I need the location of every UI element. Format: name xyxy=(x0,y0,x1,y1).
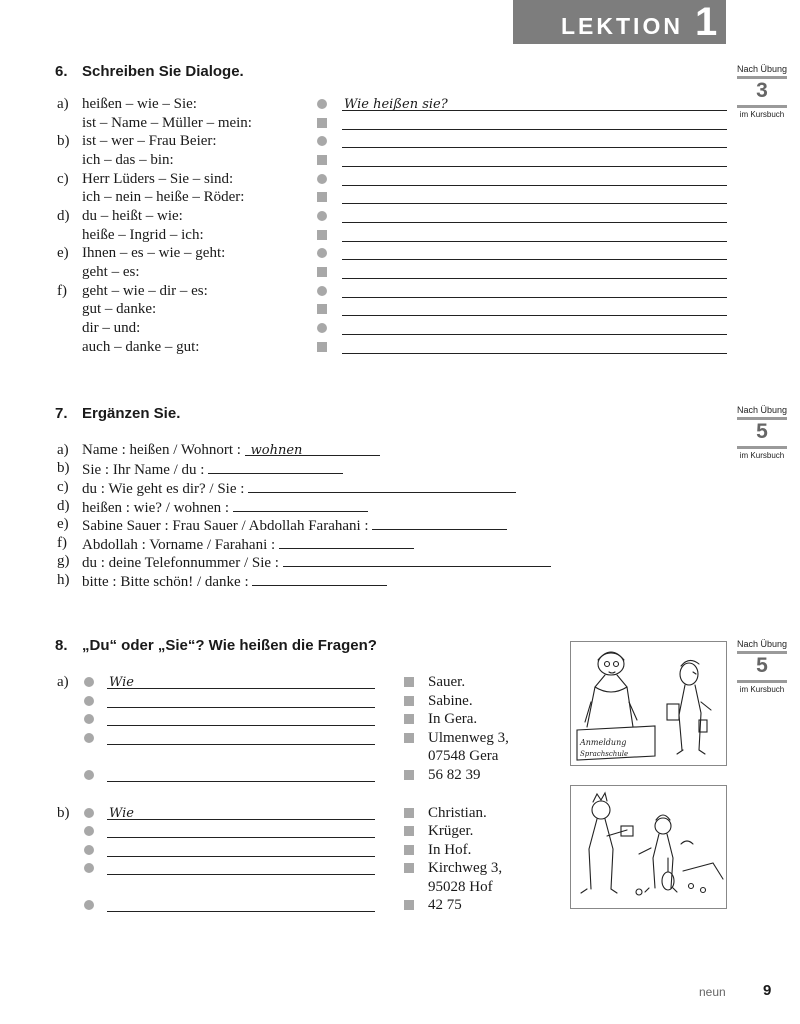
row-prompt: ich – das – bin: xyxy=(82,152,174,168)
reference-number: 5 xyxy=(756,420,768,443)
row-prompt: auch – danke – gut: xyxy=(82,339,200,355)
response-text: 07548 Gera xyxy=(428,748,499,764)
answer-line[interactable] xyxy=(342,188,727,204)
exercise-6-reference xyxy=(737,64,787,119)
row-label: b) xyxy=(57,805,70,821)
speaker-circle-icon xyxy=(84,826,94,836)
speaker-square-icon xyxy=(317,118,327,128)
row-prompt: Sabine Sauer : Frau Sauer / Abdollah Farahani : xyxy=(82,518,369,534)
row-prompt: heiße – Ingrid – ich: xyxy=(82,227,204,243)
row-prompt: ich – nein – heiße – Röder: xyxy=(82,189,245,205)
speaker-circle-icon xyxy=(84,845,94,855)
exercise-8-heading xyxy=(55,637,377,654)
speaker-circle-icon xyxy=(84,770,94,780)
speaker-square-icon xyxy=(404,808,414,818)
speaker-circle-icon xyxy=(317,323,327,333)
row-prompt: bitte : Bitte schön! / danke : xyxy=(82,574,249,590)
reference-number: 5 xyxy=(756,654,768,677)
question-blank[interactable] xyxy=(107,896,375,912)
answer-line[interactable] xyxy=(342,170,727,186)
speaker-square-icon xyxy=(404,733,414,743)
exercise-7-reference xyxy=(737,405,787,460)
response-text: In Gera. xyxy=(428,711,478,727)
response-text: Sabine. xyxy=(428,693,473,709)
response-text: In Hof. xyxy=(428,842,472,858)
speaker-square-icon xyxy=(317,230,327,240)
row-prompt: gut – danke: xyxy=(82,301,157,317)
speaker-circle-icon xyxy=(84,677,94,687)
speaker-circle-icon xyxy=(84,863,94,873)
question-blank[interactable] xyxy=(107,729,375,745)
question-blank[interactable] xyxy=(107,673,375,689)
reference-top: Nach Übung xyxy=(737,639,788,649)
speaker-circle-icon xyxy=(317,211,327,221)
row-prompt: ist – Name – Müller – mein: xyxy=(82,115,252,131)
speaker-circle-icon xyxy=(317,286,327,296)
row-label: c) xyxy=(57,479,69,495)
row-label: f) xyxy=(57,283,67,299)
answer-line[interactable] xyxy=(342,114,727,130)
question-blank[interactable] xyxy=(107,822,375,838)
row-label: g) xyxy=(57,553,70,569)
row-label: h) xyxy=(57,572,70,588)
answer-line[interactable] xyxy=(342,226,727,242)
response-text: Kirchweg 3, xyxy=(428,860,503,876)
answer-line[interactable] xyxy=(342,300,727,316)
response-text: 56 82 39 xyxy=(428,767,481,783)
row-label: b) xyxy=(57,460,70,476)
reference-bottom: im Kursbuch xyxy=(739,451,785,460)
speaker-square-icon xyxy=(404,826,414,836)
handwritten-answer: Wie heißen sie? xyxy=(344,97,448,112)
question-blank[interactable] xyxy=(107,841,375,857)
exercise-number: 6. xyxy=(55,63,68,80)
response-text: Christian. xyxy=(428,805,487,821)
row-label: d) xyxy=(57,498,70,514)
speaker-square-icon xyxy=(404,845,414,855)
speaker-circle-icon xyxy=(317,136,327,146)
answer-blank[interactable] xyxy=(279,534,414,549)
answer-line[interactable] xyxy=(342,132,727,148)
exercise-title: „Du“ oder „Sie“? Wie heißen die Fragen? xyxy=(82,637,377,654)
speaker-circle-icon xyxy=(84,900,94,910)
row-prompt: dir – und: xyxy=(82,320,141,336)
answer-line[interactable] xyxy=(342,244,727,260)
question-blank[interactable] xyxy=(107,859,375,875)
answer-line[interactable] xyxy=(342,338,727,354)
lektion-banner xyxy=(513,0,726,44)
exercise-number: 7. xyxy=(55,405,68,422)
speaker-circle-icon xyxy=(317,248,327,258)
answer-line[interactable] xyxy=(342,95,727,111)
exercise-8-reference xyxy=(737,639,787,694)
exercise-7-heading xyxy=(55,405,180,422)
row-label: b) xyxy=(57,133,70,149)
illustration-registration xyxy=(570,641,727,766)
handwritten-answer: wohnen xyxy=(250,443,303,458)
row-label: a) xyxy=(57,442,69,458)
response-text: Ulmenweg 3, xyxy=(428,730,509,746)
response-text: 42 75 xyxy=(428,897,462,913)
question-blank[interactable] xyxy=(107,804,375,820)
speaker-square-icon xyxy=(404,677,414,687)
answer-blank[interactable] xyxy=(248,478,516,493)
row-prompt: Sie : Ihr Name / du : xyxy=(82,462,205,478)
answer-blank[interactable] xyxy=(208,459,343,474)
speaker-circle-icon xyxy=(317,174,327,184)
row-prompt: du – heißt – wie: xyxy=(82,208,183,224)
speaker-square-icon xyxy=(317,155,327,165)
answer-blank[interactable] xyxy=(245,441,380,456)
question-blank[interactable] xyxy=(107,766,375,782)
question-blank[interactable] xyxy=(107,692,375,708)
speaker-circle-icon xyxy=(317,99,327,109)
speaker-square-icon xyxy=(404,714,414,724)
answer-line[interactable] xyxy=(342,151,727,167)
registration-scene-icon xyxy=(571,642,726,765)
tennis-scene-icon xyxy=(571,786,726,908)
lektion-number: 1 xyxy=(695,0,718,44)
row-label: e) xyxy=(57,516,69,532)
row-prompt: Name : heißen / Wohnort : xyxy=(82,442,241,458)
answer-blank[interactable] xyxy=(372,515,507,530)
answer-line[interactable] xyxy=(342,319,727,335)
exercise-title: Ergänzen Sie. xyxy=(82,405,181,422)
answer-line[interactable] xyxy=(342,282,727,298)
sign-text-line2: Sprachschule xyxy=(580,750,629,758)
reference-top: Nach Übung xyxy=(737,64,788,74)
row-label: d) xyxy=(57,208,70,224)
speaker-square-icon xyxy=(317,192,327,202)
row-prompt: heißen – wie – Sie: xyxy=(82,96,197,112)
speaker-square-icon xyxy=(404,863,414,873)
exercise-6-heading xyxy=(55,63,244,80)
response-text: Krüger. xyxy=(428,823,474,839)
speaker-circle-icon xyxy=(84,696,94,706)
speaker-square-icon xyxy=(317,304,327,314)
row-label: a) xyxy=(57,96,69,112)
illustration-tennis xyxy=(570,785,727,909)
row-prompt: heißen : wie? / wohnen : xyxy=(82,500,230,516)
speaker-circle-icon xyxy=(84,714,94,724)
reference-top: Nach Übung xyxy=(737,405,788,415)
row-prompt: Abdollah : Vorname / Farahani : xyxy=(82,537,276,553)
speaker-square-icon xyxy=(317,342,327,352)
reference-number: 3 xyxy=(756,79,768,102)
row-prompt: geht – wie – dir – es: xyxy=(82,283,208,299)
footer-page-word: neun xyxy=(699,985,726,999)
row-prompt: Herr Lüders – Sie – sind: xyxy=(82,171,234,187)
row-prompt: du : deine Telefonnummer / Sie : xyxy=(82,555,279,571)
speaker-circle-icon xyxy=(84,808,94,818)
response-text: 95028 Hof xyxy=(428,879,493,895)
exercise-number: 8. xyxy=(55,637,68,654)
footer-page-number: 9 xyxy=(763,982,772,999)
speaker-square-icon xyxy=(317,267,327,277)
lektion-word: LEKTION xyxy=(561,13,683,39)
row-prompt: geht – es: xyxy=(82,264,140,280)
row-prompt: du : Wie geht es dir? / Sie : xyxy=(82,481,245,497)
speaker-square-icon xyxy=(404,696,414,706)
answer-blank[interactable] xyxy=(233,497,368,512)
handwritten-answer: Wie xyxy=(109,806,134,821)
row-label: e) xyxy=(57,245,69,261)
response-text: Sauer. xyxy=(428,674,466,690)
speaker-square-icon xyxy=(404,900,414,910)
answer-line[interactable] xyxy=(342,263,727,279)
row-prompt: Ihnen – es – wie – geht: xyxy=(82,245,226,261)
reference-bottom: im Kursbuch xyxy=(739,110,785,119)
row-label: c) xyxy=(57,171,69,187)
sign-text-line1: Anmeldung xyxy=(580,738,627,747)
reference-bottom: im Kursbuch xyxy=(739,685,785,694)
answer-line[interactable] xyxy=(342,207,727,223)
answer-blank[interactable] xyxy=(283,552,551,567)
handwritten-answer: Wie xyxy=(109,675,134,690)
answer-blank[interactable] xyxy=(252,571,387,586)
speaker-square-icon xyxy=(404,770,414,780)
row-label: a) xyxy=(57,674,69,690)
row-label: f) xyxy=(57,535,67,551)
speaker-circle-icon xyxy=(84,733,94,743)
question-blank[interactable] xyxy=(107,710,375,726)
row-prompt: ist – wer – Frau Beier: xyxy=(82,133,217,149)
exercise-title: Schreiben Sie Dialoge. xyxy=(82,63,244,80)
